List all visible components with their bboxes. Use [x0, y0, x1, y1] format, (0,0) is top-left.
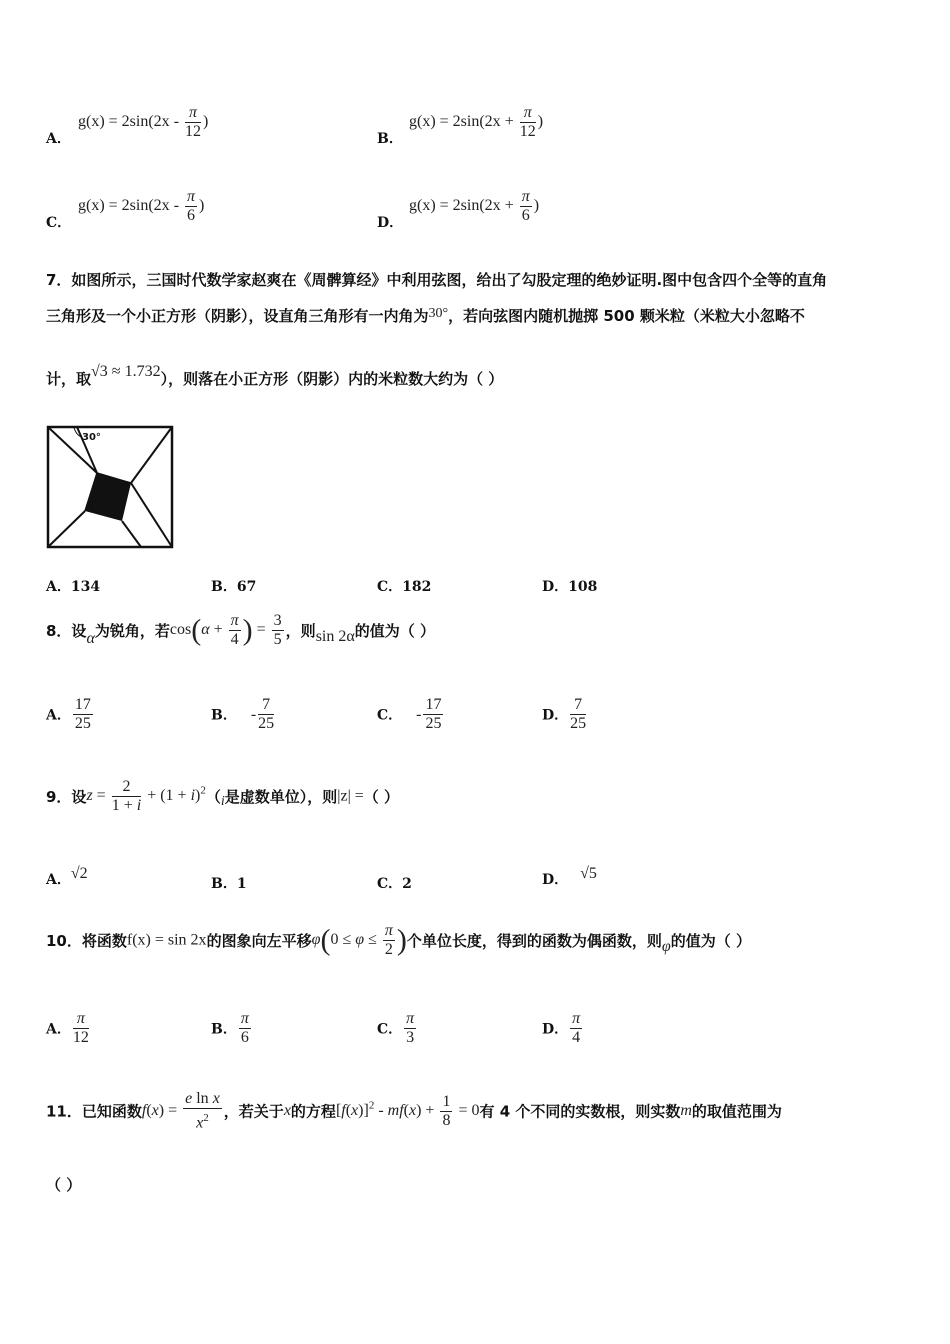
option-label: A． [46, 131, 71, 147]
q6-option-b[interactable]: B． [377, 131, 403, 147]
q7-line2: 三角形及一个小正方形（阴影），设直角三角形有一内角为30°，若向弦图内随机抛掷 500 颗米粒（米粒大小忽略不 [46, 306, 805, 325]
q7-option-c[interactable]: C．182 [377, 579, 432, 595]
q7-line3: 计，取√3 ≈ 1.732），则落在小正方形（阴影）内的米粒数大约为（ ） [46, 363, 504, 388]
q6-option-c-formula: g(x) = 2sin(2x - $\frac{\pi}{6}$ ) [78, 188, 205, 224]
zhao-shuang-chord-diagram [46, 425, 174, 549]
figure-angle-label: 30° [82, 432, 101, 443]
q6-option-b-formula: g(x) = 2sin(2x + $\frac{\pi}{12}$ ) [409, 104, 544, 140]
q8-option-d[interactable]: D． $\frac{7}{25}$ [542, 696, 587, 732]
q9-expression: z = $\frac{2}{1 + i}$ + $(1 + i)^2$ [86, 778, 206, 814]
q6-option-a-formula: g(x) = 2sin(2x - $\frac{\pi}{12}$ ) [78, 104, 209, 140]
q11-equation: $[f(x)]^2 - mf(x)$ + $\frac{1}{8}$ = 0 [335, 1092, 480, 1129]
q10-option-d[interactable]: D． $\frac{\pi}{4}$ [542, 1010, 581, 1046]
q8-option-b[interactable]: B． - $\frac{7}{25}$ [211, 696, 275, 732]
q9-stem: 9．设z = $\frac{2}{1 + i}$ + $(1 + i)^2(i$是虚数单位），则|z| =（ ） [46, 778, 400, 814]
q7-line1: 7．如图所示，三国时代数学家赵爽在《周髀算经》中利用弦图，给出了勾股定理的绝妙证明.图中包含四个全等的直角 [46, 271, 828, 289]
q10-stem: 10．将函数f(x) = sin 2x的图象向左平移φ(0 ≤ φ ≤ $\frac{\pi}{2}$ )个单位长度，得到的函数为偶函数，则φ的值为（ ） [46, 922, 751, 958]
q10-option-b[interactable]: B． $\frac{\pi}{6}$ [211, 1010, 249, 1046]
q6-option-d[interactable]: D． [377, 215, 404, 231]
q9-option-a[interactable]: A．√2 [46, 865, 88, 888]
q10-phi-range: φ(0 ≤ φ ≤ $\frac{\pi}{2}$ ) [311, 922, 407, 958]
q6-option-d-formula: g(x) = 2sin(2x + $\frac{\pi}{6}$ ) [409, 188, 540, 224]
q7-option-b[interactable]: B．67 [211, 579, 257, 595]
q6-option-c[interactable]: C． [46, 215, 72, 231]
q8-option-c[interactable]: C． - $\frac{17}{25}$ [377, 696, 442, 732]
q8-cos-expression: cos(α + $\frac{\pi}{4}$ ) = $\frac{3}{5}$ [169, 612, 282, 648]
q11-function: f(x) = $\frac{\text{e ln x}}{x^2}$ [141, 1090, 220, 1132]
q7-option-d[interactable]: D．108 [542, 579, 598, 595]
q10-option-c[interactable]: C． $\frac{\pi}{3}$ [377, 1010, 415, 1046]
q10-option-a[interactable]: A． $\frac{\pi}{12}$ [46, 1010, 89, 1046]
q9-option-d[interactable]: D． √5 [542, 865, 597, 888]
q8-stem: 8．设α为锐角，若cos(α + $\frac{\pi}{4}$ ) = $\frac{3}{5}$ ，则sin 2α的值为（ ） [46, 612, 435, 648]
q9-option-b[interactable]: B．1 [211, 876, 247, 892]
q11-stem: 11．已知函数f(x) = $\frac{\text{e ln x}}{x^2}$ ，若关于x的方程$[f(x)]^2 - mf(x)$ + $\frac{1}{8}$ = 0有 4 个不同的实数根，则实数m的取值范围为 [46, 1090, 782, 1132]
q9-option-c[interactable]: C．2 [377, 876, 412, 892]
q8-option-a[interactable]: A． $\frac{17}{25}$ [46, 696, 91, 732]
q7-option-a[interactable]: A．134 [46, 579, 101, 595]
q11-answer-blank: （ ） [46, 1176, 82, 1194]
q6-option-a[interactable] [46, 128, 71, 148]
